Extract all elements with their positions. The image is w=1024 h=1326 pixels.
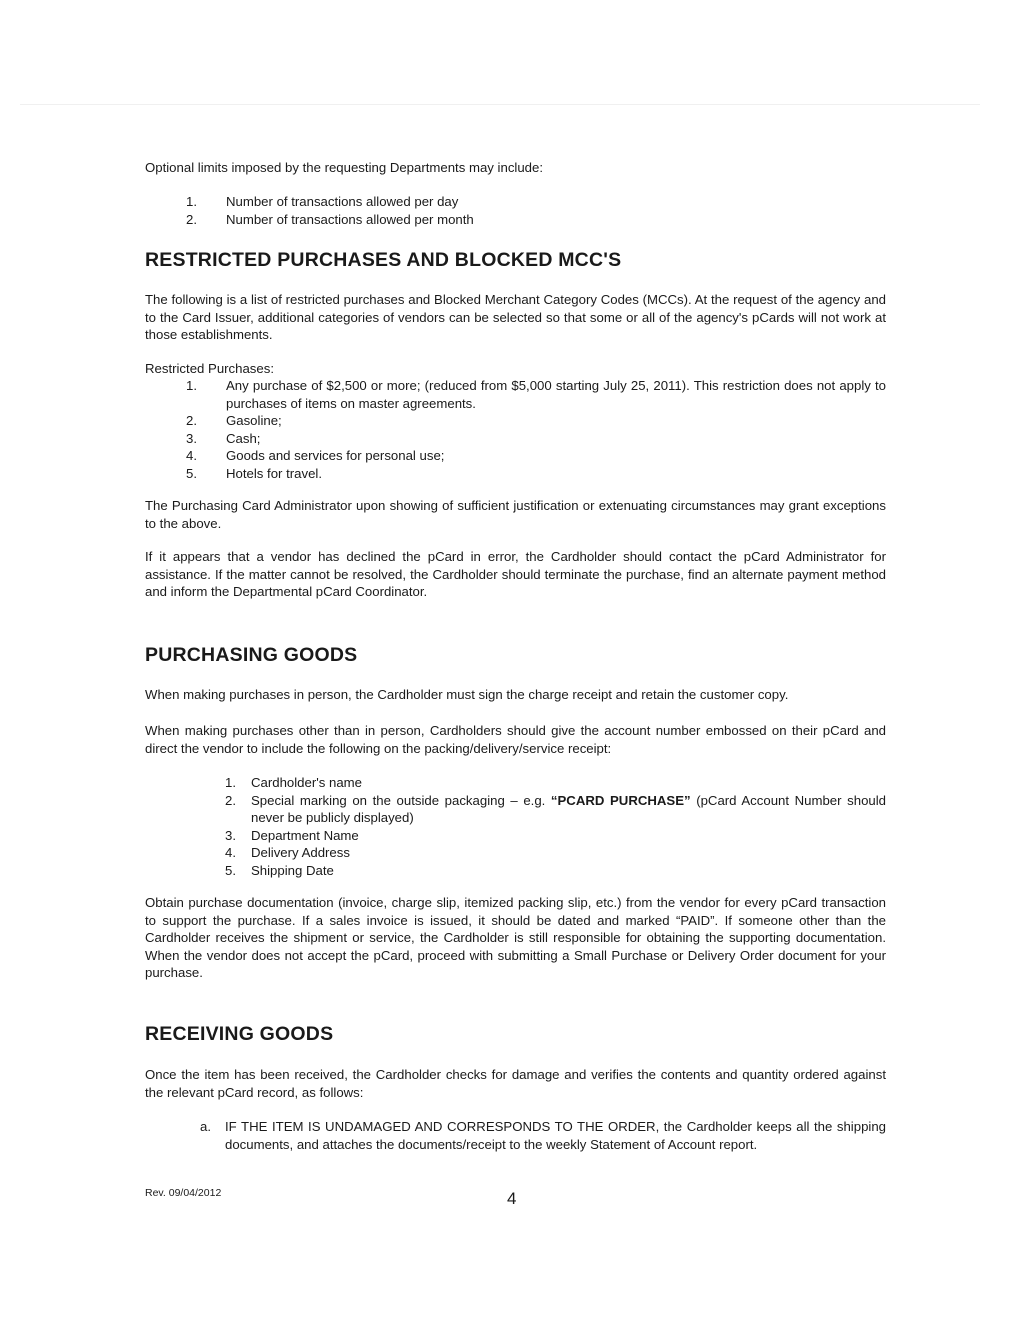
list-item-number: 3.: [186, 430, 197, 446]
receiving-intro: Once the item has been received, the Cardholder checks for damage and verifies the contents and quantity ordered against the relevant pCard record, as follows:: [145, 1067, 886, 1100]
list-item-number: 2.: [186, 211, 197, 227]
list-item-number: 3.: [225, 827, 236, 843]
restricted-declined: If it appears that a vendor has declined the pCard in error, the Cardholder should contact the pCard Administrator for assistance. If the matter cannot be resolved, the Cardholder should terminate the purchase, find an alternate payment method and inform the Departmental pCard Coordinator.: [145, 549, 886, 599]
list-item-number: 2.: [186, 413, 197, 428]
list-item: [145, 774, 886, 792]
restricted-exceptions: The Purchasing Card Administrator upon showing of sufficient justification or extenuating circumstances may grant exceptions to the above.: [145, 498, 886, 531]
list-item-text: Department Name: [251, 827, 359, 843]
list-item-number: 5.: [186, 465, 197, 481]
restricted-intro: The following is a list of restricted purchases and Blocked Merchant Category Codes (MCCs). At the request of the agency and to the Card Issuer, additional categories of vendors can be selected so that some or all of the agency's pCards will not work at those establishments.: [145, 292, 886, 342]
list-item-text: Any purchase of $2,500 or more; (reduced from $5,000 starting July 25, 2011). This restriction does not apply to purchases of items on master agreements.: [226, 378, 886, 411]
list-item-text-post: (pCard Account Number should never be publicly displayed): [251, 792, 886, 825]
list-item: [145, 827, 886, 845]
document-page: [145, 0, 886, 1326]
revision-date: Rev. 09/04/2012: [145, 1187, 222, 1199]
purchasing-heading: PURCHASING GOODS: [145, 644, 358, 666]
list-item-number: 2.: [225, 792, 236, 808]
list-item: [145, 465, 886, 483]
list-item-text: Hotels for travel.: [226, 465, 323, 481]
list-item: [145, 1118, 886, 1153]
purchasing-documentation: Obtain purchase documentation (invoice, charge slip, itemized packing slip, etc.) from the vendor for every pCard transaction to support the purchase. If a sales invoice is issued, it should be dated and marked “PAID”. If someone other than the Cardholder receives the shipment or service, the Cardholder is still responsible for obtaining the supporting documentation. When the vendor does not accept the pCard, proceed with submitting a Small Purchase or Delivery Order document for your purchase.: [145, 895, 886, 980]
list-item: [145, 447, 886, 465]
purchasing-list: [145, 774, 886, 879]
list-item-number: 5.: [225, 862, 236, 878]
list-item-text: Shipping Date: [251, 862, 334, 878]
restricted-list: [145, 377, 886, 482]
receiving-heading: RECEIVING GOODS: [145, 1023, 334, 1045]
list-item-number: 1.: [186, 378, 197, 393]
optional-limits-intro: Optional limits imposed by the requesting Departments may include:: [145, 160, 544, 175]
list-item-text: Number of transactions allowed per month: [226, 211, 474, 227]
list-item: [145, 862, 886, 880]
list-item: [145, 430, 886, 448]
list-item-number: 4.: [186, 448, 197, 463]
list-item-text: IF THE ITEM IS UNDAMAGED AND CORRESPONDS TO THE ORDER, the Cardholder keeps all the shipping documents, and attaches the documents/receipt to the weekly Statement of Account report.: [225, 1119, 886, 1152]
list-item: [145, 211, 886, 229]
list-item: [145, 377, 886, 412]
list-item-text-pre: Special marking on the outside packaging – e.g.: [251, 792, 551, 808]
pcard-purchase-marking: “PCARD PURCHASE”: [550, 792, 691, 808]
page-number: 4: [507, 1189, 517, 1208]
list-item-text: Delivery Address: [251, 845, 350, 860]
optional-limits-list: [145, 193, 886, 228]
list-item: [145, 844, 886, 862]
restricted-heading: RESTRICTED PURCHASES AND BLOCKED MCC'S: [145, 249, 622, 271]
list-item: [145, 193, 886, 211]
list-item-number: 1.: [186, 194, 197, 209]
list-item-text: Number of transactions allowed per day: [226, 194, 459, 209]
list-item-number: a.: [200, 1119, 211, 1134]
list-item-number: 4.: [225, 845, 236, 860]
receiving-list: [145, 1118, 886, 1153]
list-item: [145, 412, 886, 430]
list-item-text: Gasoline;: [226, 413, 282, 428]
purchasing-in-person: When making purchases in person, the Cardholder must sign the charge receipt and retain the customer copy.: [145, 687, 789, 702]
list-item-text: Cash;: [226, 430, 261, 446]
list-item-text: Goods and services for personal use;: [226, 448, 445, 463]
list-item-number: 1.: [225, 775, 236, 790]
list-item: [145, 792, 886, 827]
restricted-list-label: Restricted Purchases:: [145, 361, 274, 376]
purchasing-other: When making purchases other than in person, Cardholders should give the account number embossed on their pCard and direct the vendor to include the following on the packing/delivery/service receipt:: [145, 723, 886, 756]
list-item-text: Cardholder's name: [251, 775, 363, 790]
